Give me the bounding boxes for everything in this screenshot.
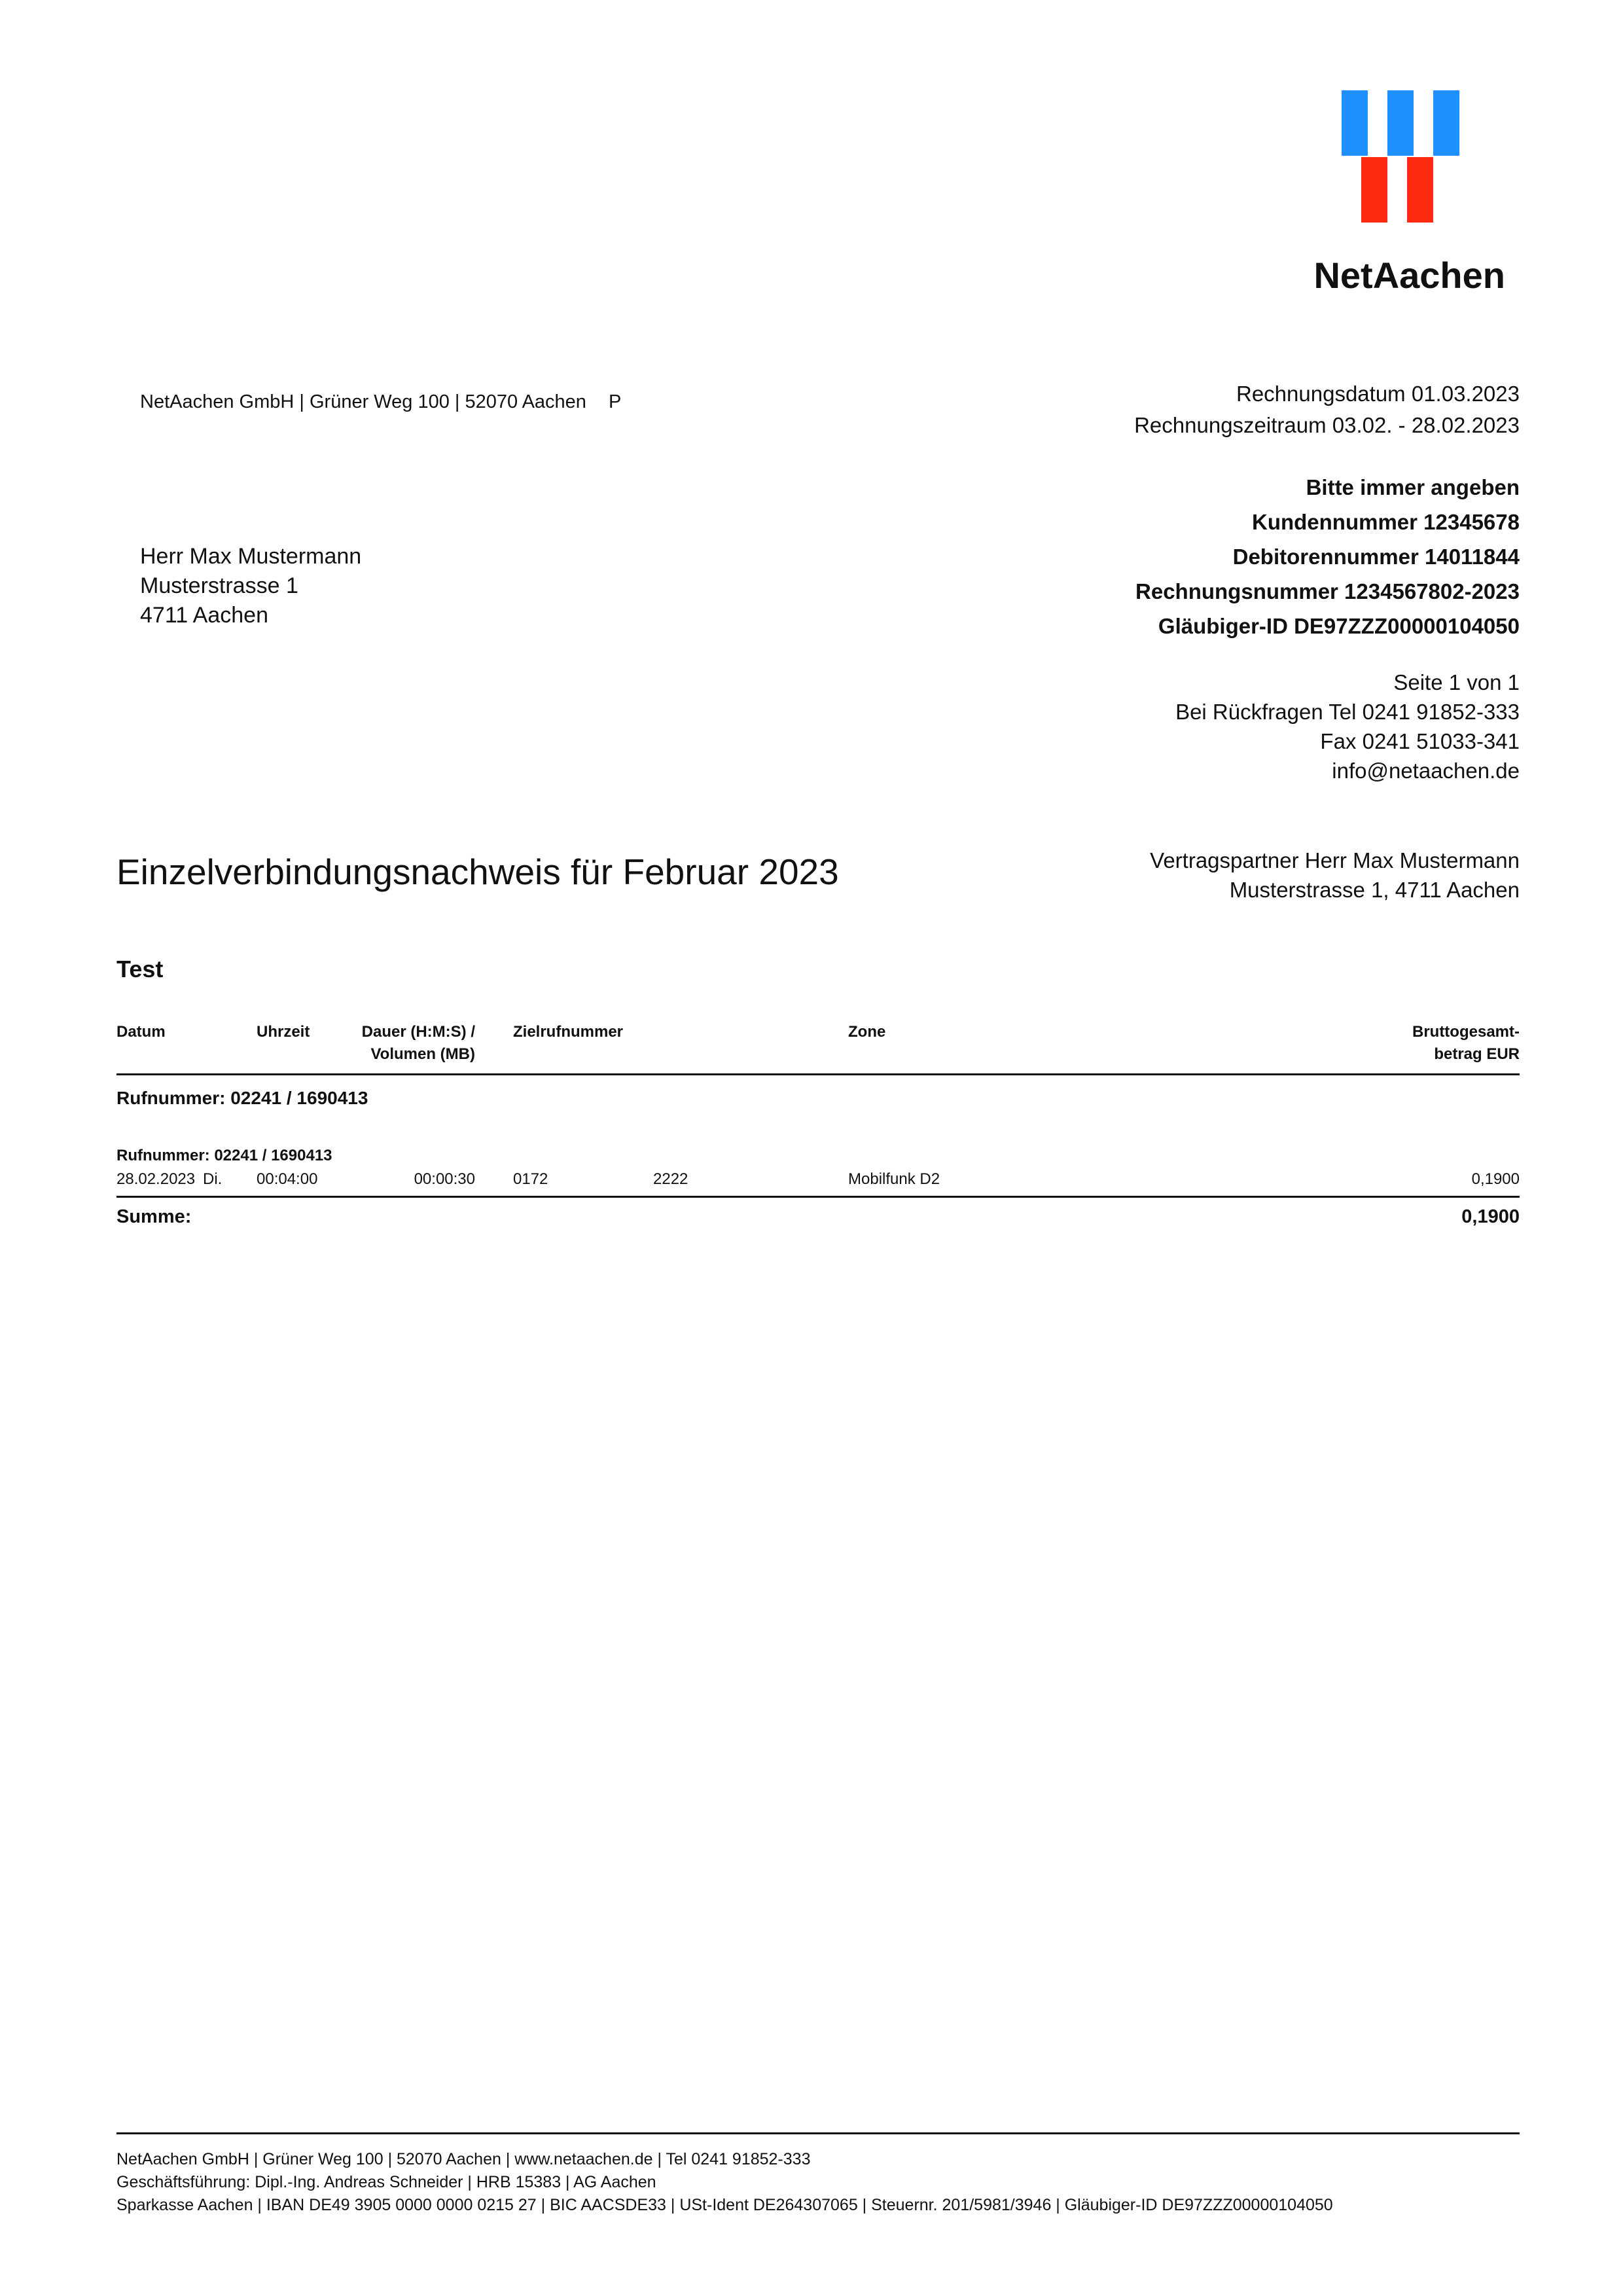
contract-partner-address: Musterstrasse 1, 4711 Aachen [1229, 878, 1520, 902]
column-header-duration-line2: Volumen (MB) [370, 1045, 475, 1063]
cell-target-number: 2222 [653, 1170, 688, 1188]
footer-company-line: NetAachen GmbH | Grüner Weg 100 | 52070 Aachen | www.netaachen.de | Tel 0241 91852-333 [116, 2150, 811, 2168]
phone-number-heading: Rufnummer: 02241 / 1690413 [116, 1088, 368, 1108]
logo-blue-bar-3 [1433, 90, 1459, 156]
footer-bank-line: Sparkasse Aachen | IBAN DE49 3905 0000 0000 0215 27 | BIC AACSDE33 | USt-Ident DE264307065 | Steuernr. 201/5981/3946 | Gläubiger-ID DE97ZZZ00000104050 [116, 2196, 1333, 2214]
customer-number: Kundennummer 12345678 [1251, 510, 1520, 534]
column-header-time: Uhrzeit [257, 1023, 310, 1041]
table-sum-rule [116, 1196, 1520, 1198]
invoice-dates [1134, 378, 1520, 441]
always-specify-label: Bitte immer angeben [1306, 475, 1520, 499]
debtor-number: Debitorennummer 14011844 [1232, 545, 1520, 569]
column-header-amount-line2: betrag EUR [1434, 1045, 1520, 1063]
document-title: Einzelverbindungsnachweis für Februar 2023 [116, 852, 839, 892]
column-header-duration-line1: Dauer (H:M:S) / [361, 1023, 475, 1041]
column-header-amount [1323, 1021, 1520, 1066]
recipient-street: Musterstrasse 1 [140, 573, 298, 598]
footer [116, 2148, 1333, 2217]
column-header-duration [327, 1021, 475, 1066]
section-title: Test [116, 956, 164, 982]
postal-mark: P [608, 391, 622, 412]
contact-email: info@netaachen.de [1332, 759, 1520, 783]
contract-partner [1150, 846, 1520, 905]
recipient-name: Herr Max Mustermann [140, 544, 362, 569]
logo-red-bar-1 [1361, 157, 1387, 223]
cell-time: 00:04:00 [257, 1170, 318, 1188]
sum-value: 0,1900 [1461, 1206, 1520, 1227]
sender-line-text: NetAachen GmbH | Grüner Weg 100 | 52070 Aachen [140, 391, 586, 412]
reference-ids [1135, 470, 1520, 643]
footer-management-line: Geschäftsführung: Dipl.-Ing. Andreas Schneider | HRB 15383 | AG Aachen [116, 2173, 656, 2191]
cell-duration: 00:00:30 [414, 1170, 475, 1188]
logo-blue-bar-2 [1387, 90, 1414, 156]
contact-info [1175, 668, 1520, 785]
logo-red-bar-2 [1407, 157, 1433, 223]
logo-blue-bar-1 [1342, 90, 1368, 156]
sender-address-line [140, 391, 621, 413]
contact-fax: Fax 0241 51033-341 [1320, 729, 1520, 753]
cell-target-prefix: 0172 [513, 1170, 548, 1188]
invoice-date: Rechnungsdatum 01.03.2023 [1236, 382, 1520, 406]
netaachen-logo [1313, 90, 1505, 296]
footer-rule [116, 2132, 1520, 2134]
recipient-address [140, 542, 361, 630]
creditor-id: Gläubiger-ID DE97ZZZ00000104050 [1158, 614, 1520, 638]
cell-amount: 0,1900 [1471, 1170, 1520, 1188]
column-header-zone: Zone [848, 1023, 886, 1041]
table-header-rule [116, 1073, 1520, 1075]
group-heading: Rufnummer: 02241 / 1690413 [116, 1147, 332, 1164]
logo-wordmark: NetAachen [1313, 255, 1505, 296]
invoice-number: Rechnungsnummer 1234567802-2023 [1135, 579, 1520, 603]
column-header-target: Zielrufnummer [513, 1023, 624, 1041]
column-header-date: Datum [116, 1023, 166, 1041]
recipient-city: 4711 Aachen [140, 603, 268, 628]
cell-zone: Mobilfunk D2 [848, 1170, 940, 1188]
contact-phone: Bei Rückfragen Tel 0241 91852-333 [1175, 700, 1520, 724]
cell-weekday: Di. [203, 1170, 223, 1188]
column-header-amount-line1: Bruttogesamt- [1412, 1023, 1520, 1041]
sum-label: Summe: [116, 1206, 192, 1227]
invoice-period: Rechnungszeitraum 03.02. - 28.02.2023 [1134, 413, 1520, 437]
cell-date: 28.02.2023 [116, 1170, 196, 1188]
contract-partner-name: Vertragspartner Herr Max Mustermann [1150, 848, 1520, 872]
page-number: Seite 1 von 1 [1393, 670, 1520, 694]
